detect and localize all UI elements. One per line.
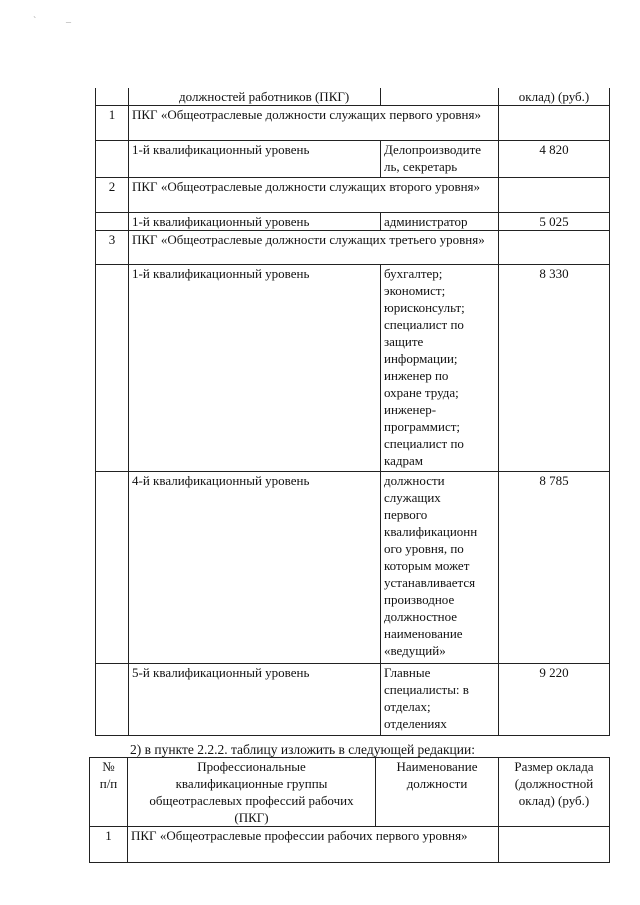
level-row xyxy=(96,664,610,736)
header-number: № п/п xyxy=(90,758,128,827)
row-number: 2 xyxy=(96,178,129,213)
qualification-level: 1-й квалификационный уровень xyxy=(129,141,381,178)
group-title: ПКГ «Общеотраслевые должности служащих первого уровня» xyxy=(129,106,499,141)
row-number: 1 xyxy=(90,827,128,863)
workers-salary-table xyxy=(89,757,610,863)
row-number: 3 xyxy=(96,231,129,265)
group-row xyxy=(96,106,610,141)
level-row xyxy=(96,472,610,664)
qualification-level: 4-й квалификационный уровень xyxy=(129,472,381,664)
level-row xyxy=(96,141,610,178)
position-names: администратор xyxy=(381,213,499,231)
position-names: бухгалтер; экономист; юрисконсульт; специалист по защите информации; инженер по охране труда; инженер- программист; специалист по кадрам xyxy=(381,265,499,472)
amendment-clause: 2) в пункте 2.2.2. таблицу изложить в следующей редакции: xyxy=(130,742,475,757)
row-number: 1 xyxy=(96,106,129,141)
header-group: Профессиональные квалификационные группы общеотраслевых профессий рабочих (ПКГ) xyxy=(128,758,376,827)
level-row xyxy=(96,213,610,231)
salary-value: 8 330 xyxy=(499,265,610,472)
margin-mark: ` xyxy=(33,16,37,27)
position-names: должности служащих первого квалификационн ого уровня, по которым может устанавливается производное должностное наименование «ведущий» xyxy=(381,472,499,664)
table-header-row xyxy=(90,758,610,827)
group-title: ПКГ «Общеотраслевые должности служащих третьего уровня» xyxy=(129,231,499,265)
salary-value: 9 220 xyxy=(499,664,610,736)
qualification-level: 1-й квалификационный уровень xyxy=(129,265,381,472)
group-title: ПКГ «Общеотраслевые профессии рабочих первого уровня» xyxy=(128,827,499,863)
group-row xyxy=(96,178,610,213)
level-row xyxy=(96,265,610,472)
salary-table-continuation xyxy=(95,88,610,736)
margin-mark: ¯ xyxy=(66,22,71,33)
salary-value: 8 785 xyxy=(499,472,610,664)
position-names: Делопроизводите ль, секретарь xyxy=(381,141,499,178)
header-pay-tail: оклад) (руб.) xyxy=(499,88,610,106)
group-row xyxy=(96,231,610,265)
qualification-level: 5-й квалификационный уровень xyxy=(129,664,381,736)
salary-value: 4 820 xyxy=(499,141,610,178)
salary-value: 5 025 xyxy=(499,213,610,231)
group-row xyxy=(90,827,610,863)
table-header-tail-row xyxy=(96,88,610,106)
header-position: Наименование должности xyxy=(376,758,499,827)
header-salary: Размер оклада (должностной оклад) (руб.) xyxy=(499,758,610,827)
header-group-tail: должностей работников (ПКГ) xyxy=(129,88,381,106)
group-title: ПКГ «Общеотраслевые должности служащих второго уровня» xyxy=(129,178,499,213)
qualification-level: 1-й квалификационный уровень xyxy=(129,213,381,231)
position-names: Главные специалисты: в отделах; отделениях xyxy=(381,664,499,736)
